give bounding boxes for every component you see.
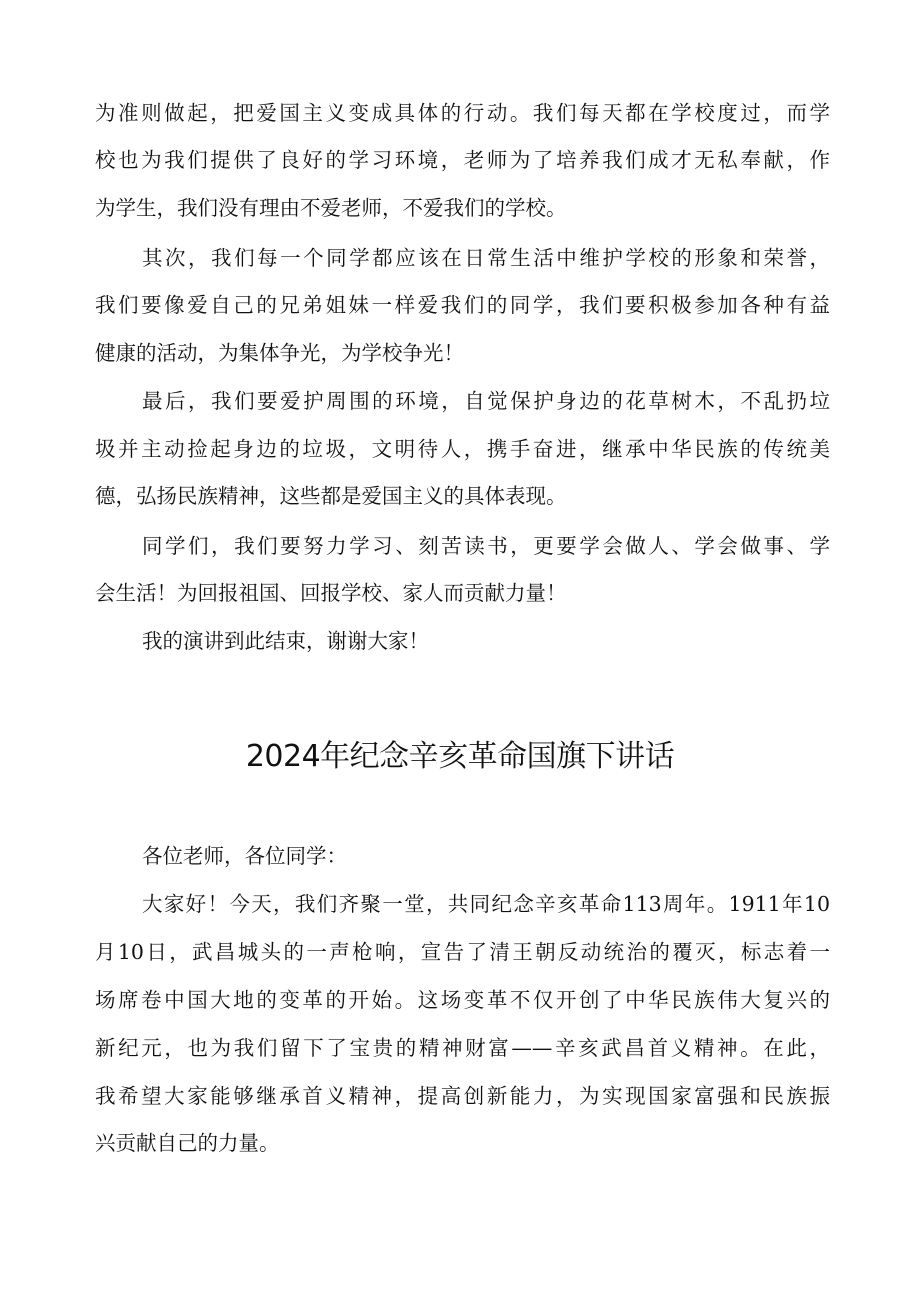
body-text-line: 会生活！为回报祖国、回报学校、家人而贡献力量！ — [95, 581, 567, 605]
body-text-line: 其次，我们每一个同学都应该在日常生活中维护学校的形象和荣誉， — [142, 246, 830, 270]
body-text-line: 健康的活动，为集体争光，为学校争光！ — [95, 341, 464, 365]
body-text-line: 校也为我们提供了良好的学习环境，老师为了培养我们成才无私奉献，作 — [95, 148, 830, 172]
body-text-line: 圾并主动捡起身边的垃圾，文明待人，携手奋进，继承中华民族的传统美 — [95, 437, 830, 461]
body-text-line: 同学们，我们要努力学习、刻苦读书，更要学会做人、学会做事、学 — [142, 534, 830, 558]
body-text-line: 我们要像爱自己的兄弟姐妹一样爱我们的同学，我们要积极参加各种有益 — [95, 293, 830, 317]
body-text-line: 我希望大家能够继承首义精神，提高创新能力，为实现国家富强和民族振 — [95, 1084, 830, 1108]
body-text-line: 场席卷中国大地的变革的开始。这场变革不仅开创了中华民族伟大复兴的 — [95, 988, 830, 1012]
page-title: 2024年纪念辛亥革命国旗下讲话 — [245, 739, 675, 774]
body-text-line: 为准则做起，把爱国主义变成具体的行动。我们每天都在学校度过，而学 — [95, 101, 830, 125]
body-text-line: 德，弘扬民族精神，这些都是爱国主义的具体表现。 — [95, 484, 567, 508]
body-text-line: 月10日，武昌城头的一声枪响，宣告了清王朝反动统治的覆灭，标志着一 — [95, 940, 830, 964]
body-text-line: 最后，我们要爱护周围的环境，自觉保护身边的花草树木，不乱扔垃 — [142, 389, 830, 413]
body-text-line: 兴贡献自己的力量。 — [95, 1131, 280, 1155]
greeting-text: 各位老师，各位同学： — [142, 844, 347, 868]
body-text-line: 我的演讲到此结束，谢谢大家！ — [142, 629, 429, 653]
body-text-line: 大家好！今天，我们齐聚一堂，共同纪念辛亥革命113周年。1911年10 — [142, 892, 830, 916]
body-text-line: 为学生，我们没有理由不爱老师，不爱我们的学校。 — [95, 196, 567, 220]
body-text-line: 新纪元，也为我们留下了宝贵的精神财富——辛亥武昌首义精神。在此， — [95, 1036, 830, 1060]
